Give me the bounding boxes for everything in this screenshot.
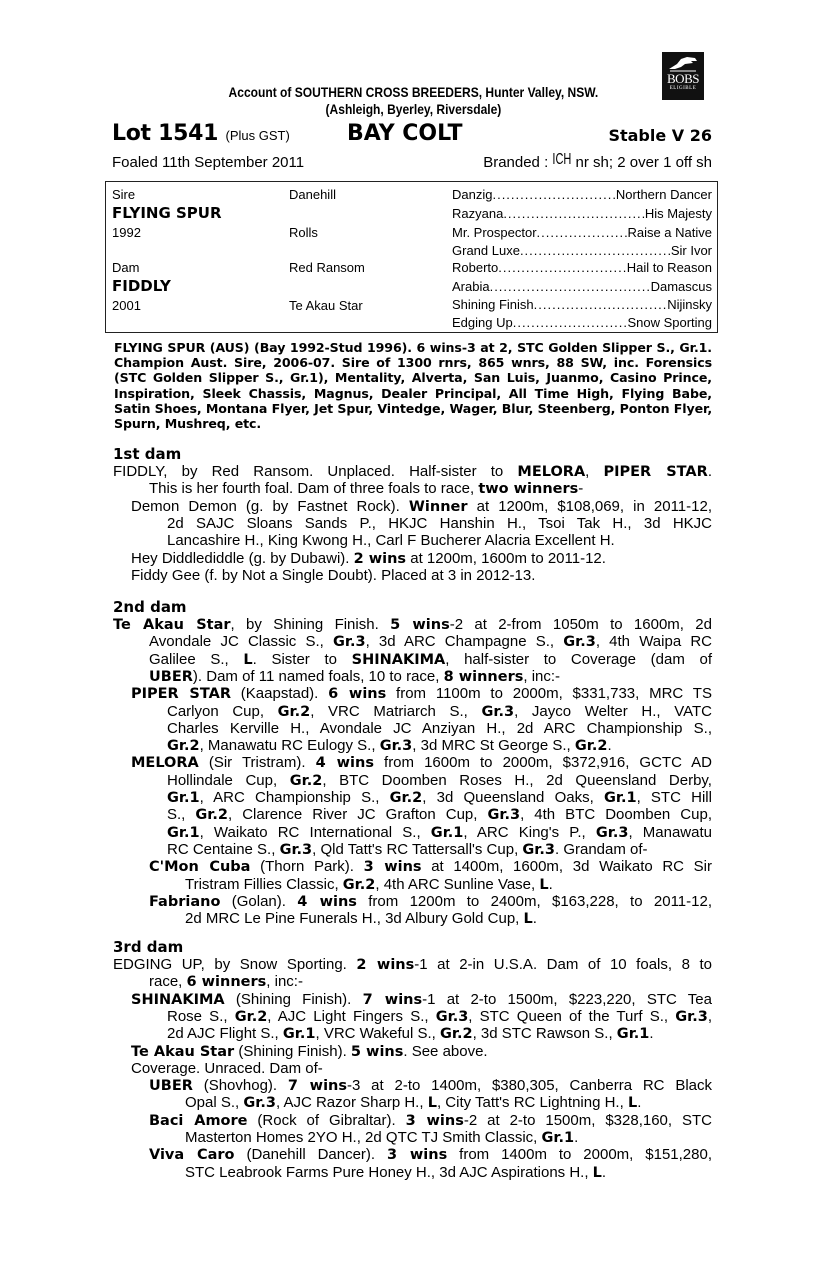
pedigree-text-line: Te Akau Star (Shining Finish). 5 wins. See above. [131, 1042, 488, 1060]
logo-subtitle: ELIGIBLE [669, 86, 697, 91]
branded-text: nr sh; 2 over 1 off sh [575, 154, 712, 171]
pedigree-text-line: EDGING UP, by Snow Sporting. 2 wins-1 at 2-in U.S.A. Dam of 10 foals, 8 to [113, 956, 712, 973]
dam-year: 2001 [112, 298, 141, 313]
ancestor-row: Shining Finish ..... Nijinsky [452, 297, 712, 312]
ancestor-row: Razyana ..... His Majesty [452, 206, 712, 221]
pedigree-text-line: Gr.1, ARC Championship S., Gr.2, 3d Queensland Oaks, Gr.1, STC Hill [167, 789, 712, 806]
pedigree-text-line: Baci Amore (Rock of Gibraltar). 3 wins-2 at 2-to 1500m, $328,160, STC [149, 1111, 712, 1129]
logo-title: BOBS [667, 71, 699, 86]
pedigree-text-line: Hey Diddlediddle (g. by Dubawi). 2 wins at 1200m, 1600m to 2011-12. [131, 549, 606, 567]
pedigree-text-line: Rose S., Gr.2, AJC Light Fingers S., Gr.3, STC Queen of the Turf S., Gr.3, [167, 1007, 712, 1025]
stable-number: Stable V 26 [608, 126, 712, 145]
pedigree-text-line: Viva Caro (Danehill Dancer). 3 wins from 1400m to 2000m, $151,280, [149, 1146, 712, 1164]
pedigree-text-line: Te Akau Star, by Shining Finish. 5 wins-2 at 2-from 1050m to 1600m, 2d [113, 616, 712, 633]
plus-gst: (Plus GST) [225, 128, 290, 143]
pedigree-text-line: 2d MRC Le Pine Funerals H., 3d Albury Gold Cup, L. [185, 910, 537, 928]
horse-description: BAY COLT [347, 121, 463, 146]
pedigree-text-line: STC Leabrook Farms Pure Honey H., 3d AJC Aspirations H., L. [185, 1163, 607, 1181]
pedigree-text-line: RC Centaine S., Gr.3, Qld Tatt's RC Tattersall's Cup, Gr.3. Grandam of- [167, 840, 648, 858]
pedigree-text-line: C'Mon Cuba (Thorn Park). 3 wins at 1400m, 1600m, 3d Waikato RC Sir [149, 858, 712, 876]
pedigree-text-line: Masterton Homes 2YO H., 2d QTC TJ Smith Classic, Gr.1. [185, 1129, 579, 1146]
brand-mark-icon: ICH [552, 151, 572, 169]
pedigree-text-line: 2d SAJC Sloans Sands P., HKJC Hanshin H., Tsoi Tak H., 3d HKJC [167, 514, 712, 532]
pedigree-text-line: 2d AJC Flight S., Gr.1, VRC Wakeful S., Gr.2, 3d STC Rawson S., Gr.1. [167, 1025, 654, 1043]
pedigree-text-line: Hollindale Cup, Gr.2, BTC Doomben Roses H., 2d Queensland Derby, [167, 771, 712, 789]
sire-sire: Danehill [289, 187, 336, 202]
pedigree-text-line: SHINAKIMA (Shining Finish). 7 wins-1 at 2-to 1500m, $223,220, STC Tea [131, 990, 712, 1008]
lot-label: Lot 1541 [112, 121, 219, 146]
pedigree-text-line: Carlyon Cup, Gr.2, VRC Matriarch S., Gr.3, Jayco Welter H., VATC [167, 702, 712, 720]
sire-dam: Rolls [289, 225, 318, 240]
sire-name: FLYING SPUR [112, 204, 222, 222]
pedigree-text-line: Avondale JC Classic S., Gr.3, 3d ARC Champagne S., Gr.3, 4th Waipa RC [149, 633, 712, 651]
sire-summary: FLYING SPUR (AUS) (Bay 1992-Stud 1996). 6 wins-3 at 2, STC Golden Slipper S., Gr.1. Champion Aust. Sire, 2006-07. Sire of 1300 rnrs, 865 wnrs, 88 SW, inc. Forensics (STC Golden Slipper S., Gr.1), Mentality, Alverta, San Luis, Juanmo, Casino Prince, Inspiration, Sleek Chassis, Magnus, Dealer Principal, All Time High, Flying Babe, Satin Shoes, Montana Flyer, Jet Spur, Vintedge, Wager, Blur, Steenberg, Ponton Flyer, Spurn, Mushreq, etc. [114, 340, 712, 432]
pedigree-text-line: MELORA (Sir Tristram). 4 wins from 1600m to 2000m, $372,916, GCTC AD [131, 754, 712, 772]
pedigree-text-line: Tristram Fillies Classic, Gr.2, 4th ARC Sunline Vase, L. [185, 875, 553, 893]
pedigree-text-line: Demon Demon (g. by Fastnet Rock). Winner at 1200m, $108,069, in 2011-12, [131, 497, 712, 515]
pedigree-text-line: Coverage. Unraced. Dam of- [131, 1059, 323, 1077]
pedigree-text-line: FIDDLY, by Red Ransom. Unplaced. Half-sister to MELORA, PIPER STAR. [113, 463, 712, 480]
branded-label: Branded : [483, 154, 549, 171]
pedigree-text-line: Charles Kerville H., Avondale JC Anziyan H., 2d ARC Championship S., [167, 719, 712, 737]
pedigree-text-line: Lancashire H., King Kwong H., Carl F Bucherer Alacria Excellent H. [167, 532, 615, 550]
ancestor-row: Arabia ..... Damascus [452, 279, 712, 294]
account-line-2: (Ashleigh, Byerley, Riversdale) [325, 101, 502, 117]
sire-year: 1992 [112, 225, 141, 240]
pedigree-text-line: Galilee S., L. Sister to SHINAKIMA, half-sister to Coverage (dam of [149, 650, 712, 668]
foaled-date: Foaled 11th September 2011 [112, 154, 305, 171]
third-dam-heading: 3rd dam [113, 938, 184, 956]
ancestor-row: Mr. Prospector ..... Raise a Native [452, 225, 712, 240]
pedigree-text-line: Opal S., Gr.3, AJC Razor Sharp H., L, City Tatt's RC Lightning H., L. [185, 1094, 642, 1112]
dam-sire: Red Ransom [289, 260, 365, 275]
sire-label: Sire [112, 187, 136, 202]
pedigree-text-line: Fabriano (Golan). 4 wins from 1200m to 2400m, $163,228, to 2011-12, [149, 892, 712, 910]
pedigree-text-line: Fiddy Gee (f. by Not a Single Doubt). Placed at 3 in 2012-13. [131, 566, 536, 584]
vendor-account [58, 84, 769, 118]
pedigree-text-line: Gr.1, Waikato RC International S., Gr.1, ARC King's P., Gr.3, Manawatu [167, 823, 712, 841]
ancestor-row: Edging Up ..... Snow Sporting [452, 315, 712, 330]
branded-info [420, 151, 712, 171]
account-line-1: Account of SOUTHERN CROSS BREEDERS, Hunter Valley, NSW. [228, 84, 599, 100]
pedigree-text-line: PIPER STAR (Kaapstad). 6 wins from 1100m to 2000m, $331,733, MRC TS [131, 685, 712, 703]
dam-dam: Te Akau Star [289, 298, 363, 313]
pedigree-text-line: This is her fourth foal. Dam of three foals to race, two winners- [149, 480, 584, 498]
dam-name: FIDDLY [112, 277, 171, 295]
ancestor-row: Danzig ..... Northern Dancer [452, 187, 712, 202]
lot-number [112, 121, 290, 146]
pedigree-text-line: Gr.2, Manawatu RC Eulogy S., Gr.3, 3d MRC St George S., Gr.2. [167, 737, 612, 755]
pedigree-text-line: UBER (Shovhog). 7 wins-3 at 2-to 1400m, $380,305, Canberra RC Black [149, 1077, 712, 1095]
pedigree-text-line: race, 6 winners, inc:- [149, 973, 303, 991]
pedigree-text-line: S., Gr.2, Clarence River JC Grafton Cup, Gr.3, 4th BTC Doomben Cup, [167, 806, 712, 824]
pedigree-table [105, 181, 718, 333]
first-dam-heading: 1st dam [113, 445, 182, 463]
pedigree-text-line: UBER). Dam of 11 named foals, 10 to race, 8 winners, inc:- [149, 667, 561, 685]
second-dam-heading: 2nd dam [113, 598, 187, 616]
dam-label: Dam [112, 260, 140, 275]
ancestor-row: Grand Luxe ..... Sir Ivor [452, 243, 712, 258]
ancestor-row: Roberto ..... Hail to Reason [452, 260, 712, 275]
